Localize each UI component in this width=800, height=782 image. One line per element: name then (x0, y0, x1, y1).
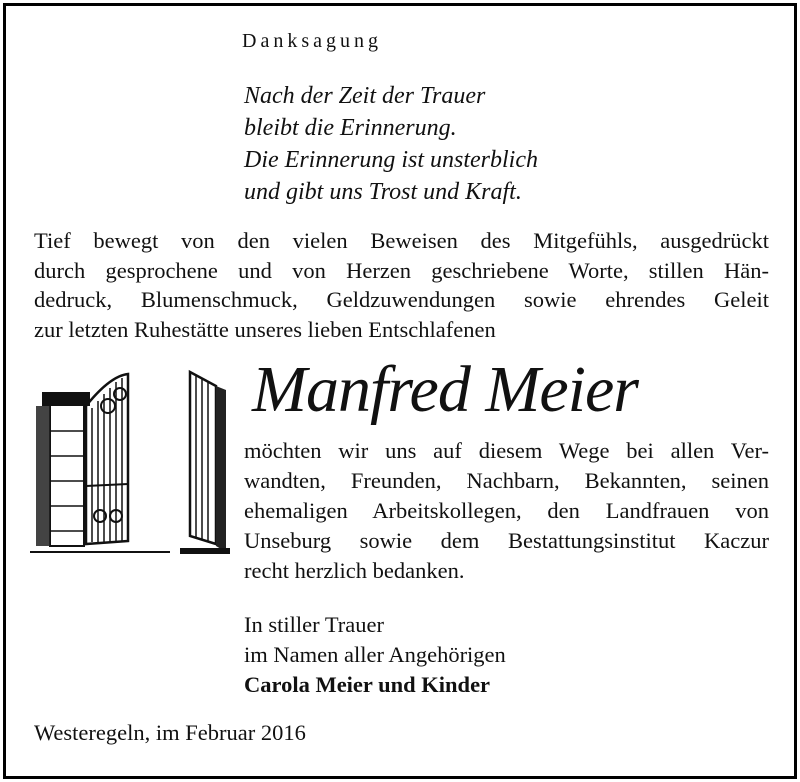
place-date: Westeregeln, im Februar 2016 (34, 720, 306, 745)
intro-paragraph (34, 226, 769, 344)
intro-line: Tief bewegt von den vielen Beweisen des Mitgefühls, ausgedrückt (34, 228, 769, 253)
mourning-block (244, 610, 506, 700)
intro-line: zur letzten Ruhestätte unseres lieben Entschlafenen (34, 316, 496, 342)
signature: Carola Meier und Kinder (244, 672, 491, 697)
poem-line: bleibt die Erinnerung. (244, 115, 457, 141)
thanks-line: Unseburg sowie dem Bestattungsinstitut Kaczur (244, 528, 769, 553)
mourning-line: In stiller Trauer (244, 612, 384, 637)
thanks-line: recht herzlich bedanken. (244, 558, 465, 583)
notice-heading: Danksagung (242, 30, 382, 52)
thanks-line: wandten, Freunden, Nachbarn, Bekannten, seinen (244, 468, 769, 493)
poem-line: und gibt uns Trost und Kraft. (244, 179, 522, 205)
poem-line: Die Erinnerung ist unsterblich (244, 147, 538, 173)
intro-line: durch gesprochene und von Herzen geschriebene Worte, stillen Hän- (34, 257, 769, 283)
intro-line: dedruck, Blumenschmuck, Geldzuwendungen sowie ehrendes Geleit (34, 287, 769, 312)
deceased-name: Manfred Meier (252, 353, 638, 426)
thanks-line: möchten wir uns auf diesem Wege bei allen Ver- (244, 438, 769, 463)
poem (244, 80, 538, 208)
thanks-paragraph (244, 436, 769, 586)
open-gate-icon (30, 366, 230, 556)
mourning-line: im Namen aller Angehörigen (244, 642, 506, 667)
poem-line: Nach der Zeit der Trauer (244, 83, 486, 109)
thanks-line: ehemaligen Arbeitskollegen, den Landfrauen von (244, 498, 769, 523)
